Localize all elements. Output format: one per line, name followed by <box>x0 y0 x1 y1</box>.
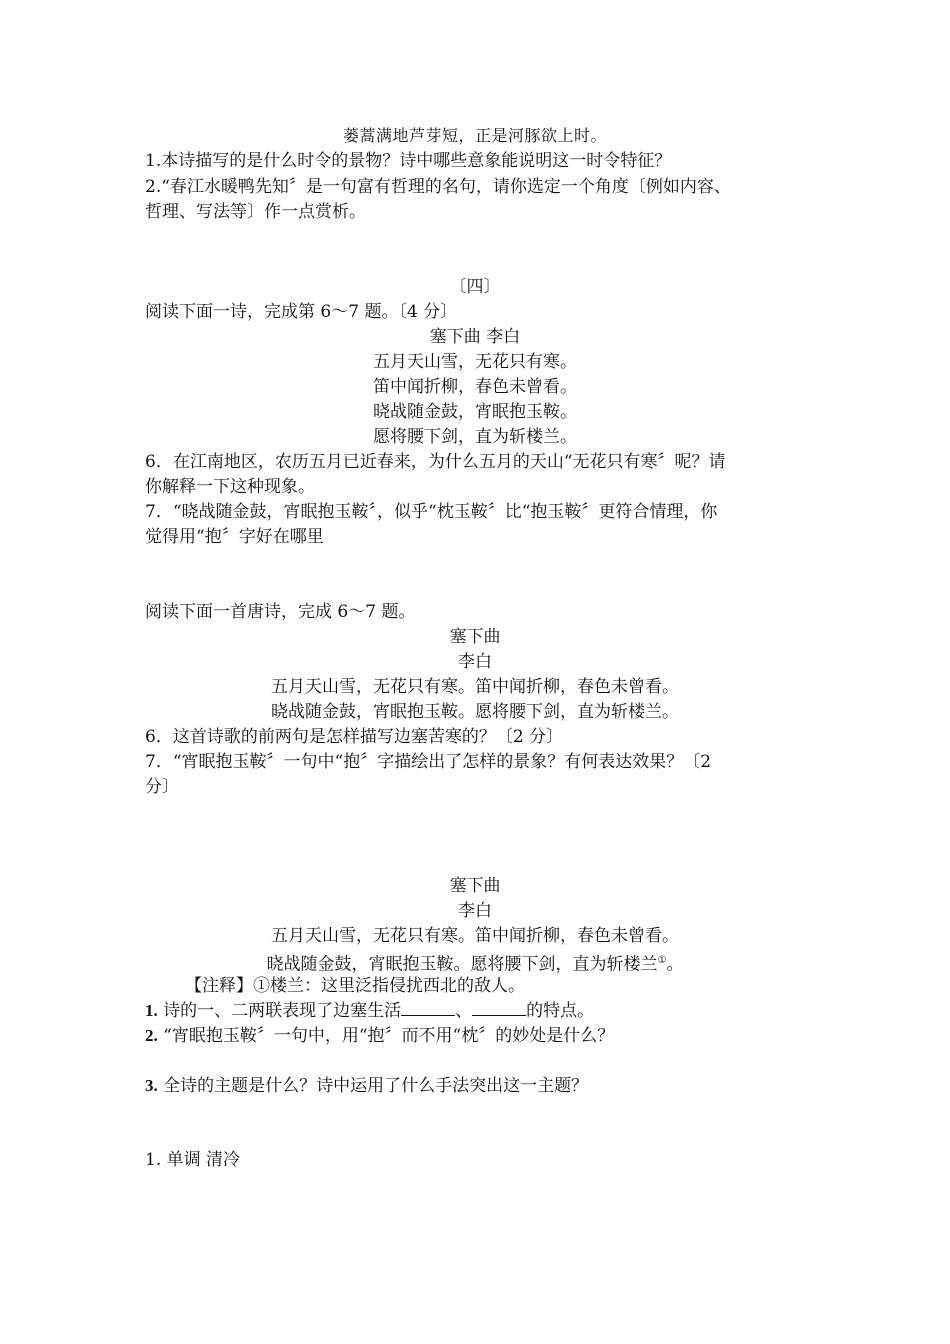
note-marker: ① <box>657 955 667 966</box>
question-7-line1: 7．“宵眠抱玉鞍〞一句中“抱〞字描绘出了怎样的景象？有何表达效果？〔2 <box>145 752 712 772</box>
poem-author: 李白 <box>458 652 492 672</box>
question-number: 1. <box>145 1001 158 1020</box>
poem-line: 笛中闻折柳，春色未曾看。 <box>373 377 577 397</box>
answer-blank <box>401 999 455 1016</box>
answer-line: 1. 单调 清冷 <box>145 1150 241 1170</box>
poem-title-author: 塞下曲 李白 <box>429 327 521 347</box>
question-6-line2: 你解释一下这种现象。 <box>145 477 315 497</box>
section-intro: 阅读下面一诗，完成第 6～7 题。〔4 分〕 <box>145 302 458 322</box>
question-2-line1: 2.“春江水暖鸭先知〞是一句富有哲理的名句，请你选定一个角度〔例如内容、 <box>145 177 731 197</box>
answer-blank <box>472 999 526 1016</box>
question-3 <box>145 1074 805 1098</box>
question-1: 1.本诗描写的是什么时令的景物？诗中哪些意象能说明这一时令特征？ <box>145 151 672 171</box>
question-text: 诗的一、二两联表现了边塞生活 <box>157 1001 402 1021</box>
poem-title: 塞下曲 <box>449 876 501 896</box>
question-1 <box>145 999 805 1023</box>
question-number: 3. <box>145 1076 158 1095</box>
question-text: “宵眠抱玉鞍〞一句中，用“抱〞而不用“枕〞的妙处是什么？ <box>157 1026 615 1046</box>
annotation-note: 【注释】①楼兰：这里泛指侵扰西北的敌人。 <box>185 976 525 996</box>
question-7-line2: 觉得用“抱〞字好在哪里 <box>145 527 324 547</box>
question-2 <box>145 1024 805 1048</box>
poem-line-end: 。 <box>666 954 684 975</box>
poem-line: 晓战随金鼓，宵眠抱玉鞍。 <box>373 402 577 422</box>
poem-line: 蒌蒿满地芦芽短，正是河豚欲上时。 <box>342 126 607 145</box>
question-2-line2: 哲理、写法等〕作一点赏析。 <box>145 202 366 222</box>
section-intro: 阅读下面一首唐诗，完成 6～7 题。 <box>145 602 416 622</box>
question-text: 的特点。 <box>526 1001 595 1021</box>
question-number: 2. <box>145 1026 158 1045</box>
poem-line: 愿将腰下剑，直为斩楼兰。 <box>373 427 577 447</box>
poem-line: 晓战随金鼓，宵眠抱玉鞍。愿将腰下剑，直为斩楼兰。 <box>271 702 679 722</box>
question-7-line1: 7．“晓战随金鼓，宵眠抱玉鞍〞，似乎“枕玉鞍〞比“抱玉鞍〞更符合情理，你 <box>145 502 718 522</box>
poem-title: 塞下曲 <box>449 627 501 647</box>
poem-line: 五月天山雪，无花只有寒。笛中闻折柳，春色未曾看。 <box>271 677 679 697</box>
blank-separator: 、 <box>455 1001 473 1021</box>
poem-line <box>145 949 805 977</box>
section-heading: 〔四〕 <box>449 277 501 297</box>
question-6-line1: 6．在江南地区，农历五月已近春来，为什么五月的天山“无花只有寒〞呢？请 <box>145 452 726 472</box>
poem-line: 五月天山雪，无花只有寒。笛中闻折柳，春色未曾看。 <box>271 926 679 946</box>
question-7-line2: 分〕 <box>145 777 179 797</box>
poem-line: 五月天山雪，无花只有寒。 <box>373 352 577 372</box>
poem-line-text: 晓战随金鼓，宵眠抱玉鞍。愿将腰下剑，直为斩楼兰 <box>266 954 658 975</box>
question-6: 6．这首诗歌的前两句是怎样描写边塞苦寒的？〔2 分〕 <box>145 727 564 747</box>
poem-author: 李白 <box>458 901 492 921</box>
question-text: 全诗的主题是什么？诗中运用了什么手法突出这一主题？ <box>157 1076 589 1096</box>
